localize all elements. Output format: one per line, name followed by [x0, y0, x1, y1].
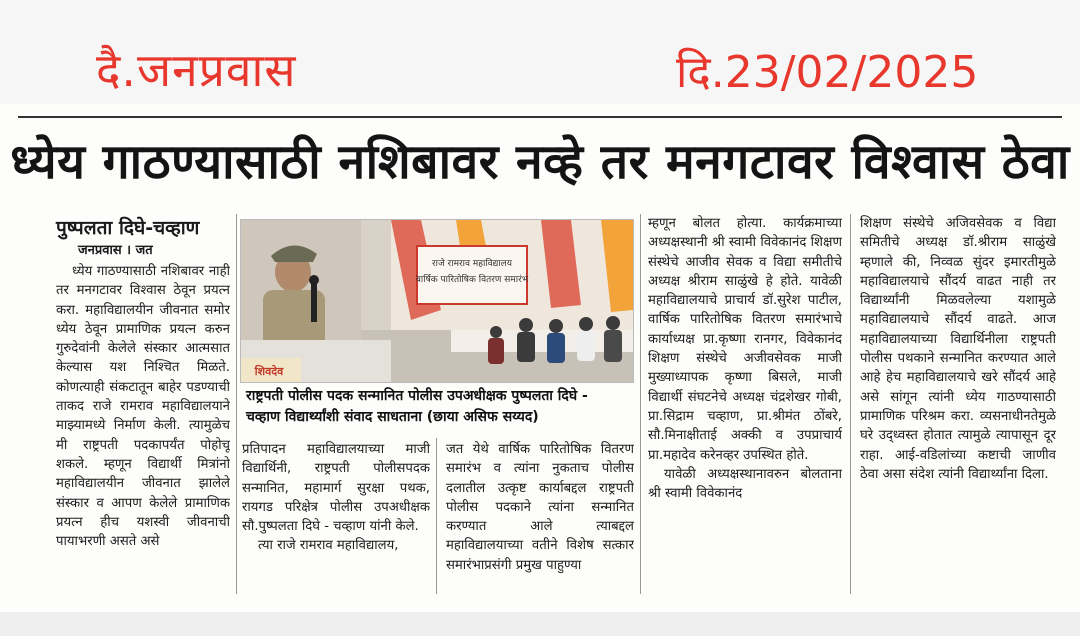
column-4 — [648, 214, 842, 594]
photo-caption: राष्ट्रपती पोलीस पदक सन्मानित पोलीस उपअधीक्षक पुष्पलता दिघे - चव्हाण विद्यार्थ्यांशी संवाद साधताना (छाया असिफ सय्यद) — [246, 388, 588, 425]
publication-date: दि.23/02/2025 — [676, 47, 979, 98]
paragraph: शिक्षण संस्थेचे अजिवसेवक व विद्या समितीचे अध्यक्ष डॉ.श्रीराम साळुंखे म्हणाले की, निव्वळ सुंदर इमारतीमुळे महाविद्यालयाचे सौंदर्य वाढत नाही तर विद्यार्थ्यांनी मिळवलेल्या यशामुळे महाविद्यालयाचे सौंदर्य वाढते. आज महाविद्यालयाच्या विद्यार्थिनीला राष्ट्रपती पोलीस पथकाने सन्मानित करण्यात आले आहे हेच महाविद्यालयाचे खरे सौंदर्य आहे असे सांगून त्यांनी ध्येय गाठण्यासाठी प्रामाणिक परिश्रम करा. व्यसनाधीनतेमुळे घरे उद्ध्वस्त होतात त्यामुळे त्यापासून दूर राहा. आई-वडिलांच्या कष्टाची जाणीव ठेवा असा संदेश त्यांनी विद्यार्थ्यांना दिला. — [860, 216, 1056, 482]
paragraph: जत येथे वार्षिक पारितोषिक वितरण समारंभ व त्यांना नुकताच पोलीस दलातील उत्कृष्ट कार्याबद्दल राष्ट्रपती पोलीस पदकाने त्यांना सन्मानित करण्यात आले त्याबद्दल महाविद्यालयाच्या वतीने विशेष सत्कार समारंभाप्रसंगी प्रमुख पाहुण्या — [446, 442, 634, 573]
top-rule — [18, 116, 1062, 118]
column-1 — [56, 262, 230, 592]
column-divider — [850, 214, 851, 594]
news-photo — [240, 219, 634, 383]
paragraph: प्रतिपादन महाविद्यालयाच्या माजी विद्यार्थिनी, राष्ट्रपती पोलीसपदक सन्मानित, महामार्ग सुरक्षा पथक, रायगड परिक्षेत्र पोलीस उपअधीक्षक सौ.पुष्पलता दिघे - चव्हाण यांनी केले. — [242, 442, 430, 535]
bureau-tag: जनप्रवास । जत — [78, 243, 153, 258]
newspaper-name: दै.जनप्रवास — [96, 43, 297, 97]
column-divider — [236, 214, 237, 594]
podium-text: शिवदेव — [254, 365, 284, 378]
column-3 — [446, 440, 634, 600]
paragraph: त्या राजे रामराव महाविद्यालय, — [258, 538, 399, 554]
column-5 — [860, 214, 1056, 594]
column-2 — [242, 440, 430, 600]
clipping-footer-band — [0, 612, 1080, 636]
paragraph: म्हणून बोलत होत्या. कार्यक्रमाच्या अध्यक्षस्थानी श्री स्वामी विवेकानंद शिक्षण संस्थेचे आजीव सेवक व विद्या समीतीचे अध्यक्ष श्रीराम साळुंखे हे होते. यावेळी महाविद्यालयाचे प्राचार्य डॉ.सुरेश पाटील, वार्षिक पारितोषिक वितरण समारंभाचे कार्याध्यक्ष प्रा.कृष्णा रानगर, विवेकानंद शिक्षण संस्थेचे अजीवसेवक माजी मुख्याध्यापक कृष्णा बिसले, माजी विद्यार्थी संघटनेचे अध्यक्ष चंद्रशेखर गोबी, प्रा.सिद्राम चव्हाण, प्रा.श्रीमंत ठोंबरे, सौ.मिनाक्षीताई अक्की व उपप्राचार्य प्रा.महादेव करेनव्हर उपस्थित होते. — [648, 216, 842, 463]
column-divider — [640, 214, 641, 594]
paragraph: ध्येय गाठण्यासाठी नशिबावर नाही तर मनगटावर विश्वास ठेवून प्रयत्न करा. महाविद्यालयीन जीवनात समोर ध्येय ठेवून प्रामाणिक प्रयत्न करुन गुरुदेवांनी केलेले संस्कार आत्मसात केल्यास यश निश्चित मिळते. कोणत्याही संकटातून बाहेर पडण्याची ताकद राजे रामराव महाविद्यालयाने माझ्यामध्ये निर्माण केली. त्यामुळेच मी राष्ट्रपती पदकापर्यंत पोहोचू शकले. म्हणून विद्यार्थी मित्रांनो महाविद्यालयीन जीवनात झालेले संस्कार व आपण केलेले प्रामाणिक प्रयत्न हीच यशस्वी जीवनाची पायाभरणी असते असे — [56, 264, 230, 550]
column-divider — [436, 438, 437, 594]
banner-text-2: वार्षिक पारितोषिक वितरण समारंभ — [415, 275, 529, 285]
paragraph: यावेळी अध्यक्षस्थानावरुन बोलताना श्री स्वामी विवेकानंद — [648, 466, 842, 502]
event-photo-illustration — [241, 220, 633, 382]
byline: पुष्पलता दिघे-चव्हाण — [56, 217, 200, 239]
banner-text-1: राजे रामराव महाविद्यालय — [432, 259, 512, 269]
headline: ध्येय गाठण्यासाठी नशिबावर नव्हे तर मनगटावर विश्वास ठेवा — [10, 134, 1070, 190]
